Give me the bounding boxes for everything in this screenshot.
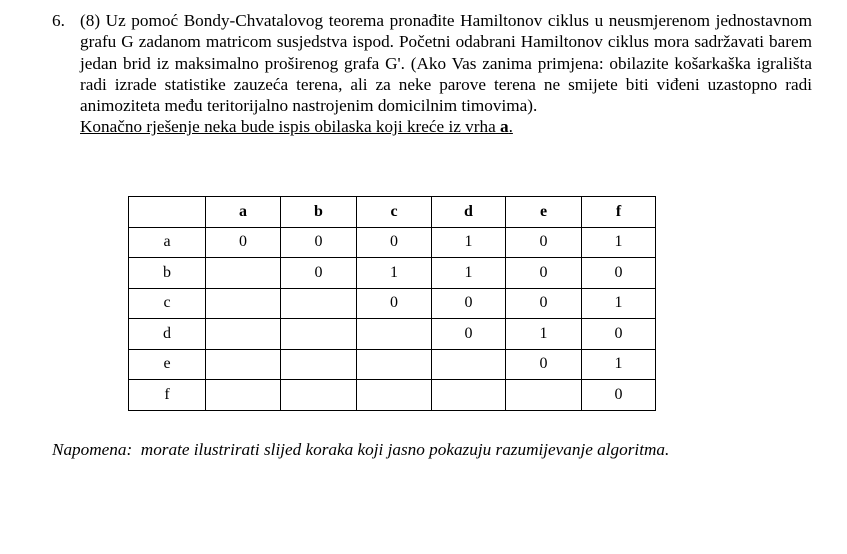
final-instruction-end: .	[508, 117, 513, 137]
row-header: c	[129, 288, 206, 319]
matrix-cell	[206, 288, 281, 319]
column-header: e	[506, 197, 582, 228]
table-row	[129, 288, 656, 319]
matrix-cell: 0	[281, 258, 357, 289]
table-row	[129, 227, 656, 258]
matrix-cell	[357, 380, 432, 411]
matrix-cell: 0	[582, 258, 656, 289]
matrix-cell: 1	[506, 319, 582, 350]
matrix-cell: 0	[357, 227, 432, 258]
table-row	[129, 319, 656, 350]
final-vertex: a	[500, 117, 509, 137]
task-body	[80, 10, 812, 138]
matrix-corner-cell	[129, 197, 206, 228]
matrix-cell	[206, 380, 281, 411]
matrix-cell: 1	[582, 227, 656, 258]
matrix-cell: 0	[432, 319, 506, 350]
matrix-cell: 1	[582, 288, 656, 319]
matrix-cell	[357, 349, 432, 380]
matrix-cell	[357, 319, 432, 350]
adjacency-matrix	[128, 196, 656, 411]
column-header: b	[281, 197, 357, 228]
matrix-cell: 0	[506, 227, 582, 258]
final-instruction-text: Konačno rješenje neka bude ispis obilaska koji kreće iz vrha	[80, 117, 500, 137]
column-header: c	[357, 197, 432, 228]
table-row	[129, 349, 656, 380]
matrix-cell: 0	[432, 288, 506, 319]
task-6	[52, 10, 812, 138]
row-header: b	[129, 258, 206, 289]
note: Napomena: morate ilustrirati slijed koraka koji jasno pokazuju razumijevanje algoritma.	[52, 440, 670, 459]
column-header: f	[582, 197, 656, 228]
row-header: e	[129, 349, 206, 380]
matrix-cell: 1	[432, 227, 506, 258]
matrix-cell: 0	[506, 349, 582, 380]
matrix-cell	[432, 349, 506, 380]
matrix-cell: 0	[582, 319, 656, 350]
table-row	[129, 380, 656, 411]
column-header: d	[432, 197, 506, 228]
matrix-cell	[281, 380, 357, 411]
matrix-cell	[206, 319, 281, 350]
matrix-header-row	[129, 197, 656, 228]
matrix-cell	[281, 319, 357, 350]
column-header: a	[206, 197, 281, 228]
row-header: f	[129, 380, 206, 411]
matrix-cell: 1	[432, 258, 506, 289]
matrix-cell: 0	[506, 288, 582, 319]
table-row	[129, 258, 656, 289]
matrix-cell: 1	[582, 349, 656, 380]
matrix-cell: 0	[506, 258, 582, 289]
matrix-cell	[432, 380, 506, 411]
row-header: d	[129, 319, 206, 350]
matrix-cell: 0	[582, 380, 656, 411]
matrix-cell	[281, 288, 357, 319]
matrix-body	[129, 227, 656, 410]
task-number: 6.	[52, 11, 65, 30]
matrix-cell	[206, 349, 281, 380]
matrix-cell: 0	[281, 227, 357, 258]
final-instruction	[80, 116, 513, 137]
row-header: a	[129, 227, 206, 258]
matrix-cell	[506, 380, 582, 411]
task-paragraph: (8) Uz pomoć Bondy-Chvatalovog teorema pronađite Hamiltonov ciklus u neusmjerenom jednostavnom grafu G zadanom matricom susjedstva ispod. Početni odabrani Hamiltonov ciklus mora sadržavati barem jedan brid iz maksimalno proširenog grafa G'. (Ako Vas zanima primjena: obilazite košarkaška igrališta radi izrade statistike zauzeća terena, ali za neke parove terena ne smijete biti viđeni uzastopno radi animoziteta među teritorijalno nastrojenim domicilnim timovima).	[80, 11, 812, 116]
matrix-cell: 1	[357, 258, 432, 289]
matrix-cell: 0	[357, 288, 432, 319]
matrix-cell	[281, 349, 357, 380]
matrix-cell	[206, 258, 281, 289]
matrix-cell: 0	[206, 227, 281, 258]
